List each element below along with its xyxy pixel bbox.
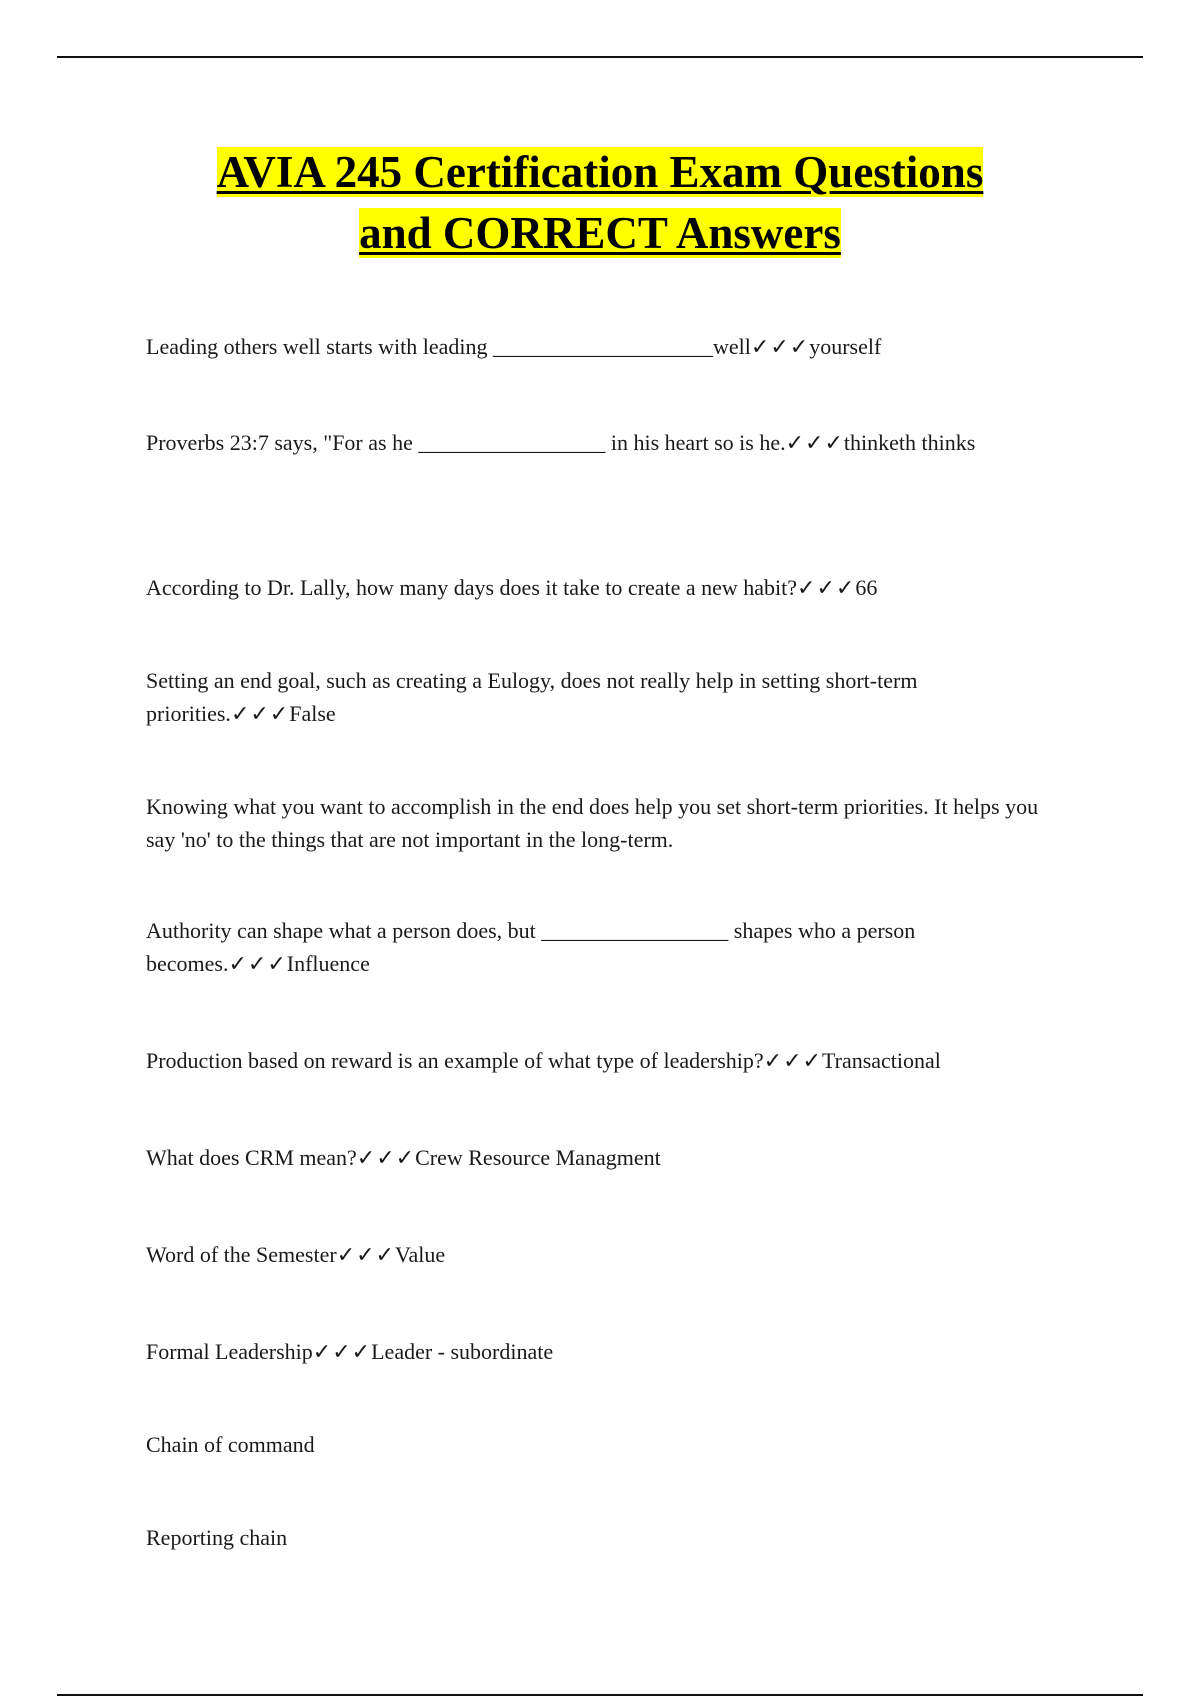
answer-text: False — [289, 701, 336, 726]
check-marks-icon: ✓✓✓ — [336, 1242, 395, 1267]
answer-text: Influence — [286, 951, 370, 976]
qa-item-12 — [146, 1521, 1046, 1554]
check-marks-icon: ✓✓✓ — [356, 1145, 416, 1170]
bottom-rule — [57, 1694, 1143, 1696]
answer-text: Crew Resource Managment — [415, 1145, 661, 1170]
check-marks-icon: ✓✓✓ — [797, 575, 856, 600]
qa-item-4 — [146, 664, 1046, 730]
check-marks-icon: ✓✓✓ — [785, 430, 844, 455]
qa-item-10 — [146, 1335, 1046, 1368]
note-text: Chain of command — [146, 1432, 315, 1457]
check-marks-icon: ✓✓✓ — [763, 1048, 822, 1073]
top-rule — [57, 56, 1143, 58]
check-marks-icon: ✓✓✓ — [312, 1339, 372, 1364]
qa-item-9 — [146, 1238, 1046, 1271]
qa-item-2 — [146, 420, 1046, 466]
answer-text: thinketh thinks — [843, 430, 976, 455]
note-text: Knowing what you want to accomplish in the end does help you set short-term priorities. It helps you say 'no' to the things that are not important in the long-term. — [146, 794, 1039, 852]
check-marks-icon: ✓✓✓ — [228, 951, 287, 976]
qa-item-8 — [146, 1141, 1046, 1174]
qa-item-6 — [146, 914, 1046, 980]
question-text: Proverbs 23:7 says, "For as he _________________ in his heart so is he. — [146, 430, 786, 455]
question-text: Production based on reward is an example of what type of leadership? — [146, 1048, 764, 1073]
qa-item-1 — [146, 330, 1046, 363]
document-title — [100, 142, 1100, 264]
answer-text: Leader - subordinate — [371, 1339, 554, 1364]
qa-item-7 — [146, 1044, 1046, 1077]
question-text: Word of the Semester — [146, 1242, 337, 1267]
check-marks-icon: ✓✓✓ — [230, 701, 290, 726]
question-text: What does CRM mean? — [146, 1145, 357, 1170]
title-line-2: and CORRECT Answers — [359, 208, 841, 258]
question-text: Authority can shape what a person does, but _________________ shapes who a person becomes. — [146, 918, 916, 976]
qa-item-11 — [146, 1428, 1046, 1461]
qa-item-3 — [146, 571, 1046, 604]
answer-text: Value — [395, 1242, 446, 1267]
qa-item-5 — [146, 790, 1046, 856]
question-text: Formal Leadership — [146, 1339, 313, 1364]
question-text: Setting an end goal, such as creating a Eulogy, does not really help in setting short-term priorities. — [146, 668, 918, 726]
question-text: According to Dr. Lally, how many days does it take to create a new habit? — [146, 575, 798, 600]
question-text: Leading others well starts with leading ____________________well — [146, 334, 751, 359]
answer-text: 66 — [855, 575, 878, 600]
title-line-1: AVIA 245 Certification Exam Questions — [216, 147, 984, 197]
answer-text: Transactional — [821, 1048, 941, 1073]
note-text: Reporting chain — [146, 1525, 288, 1550]
answer-text: yourself — [809, 334, 882, 359]
check-marks-icon: ✓✓✓ — [750, 334, 810, 359]
